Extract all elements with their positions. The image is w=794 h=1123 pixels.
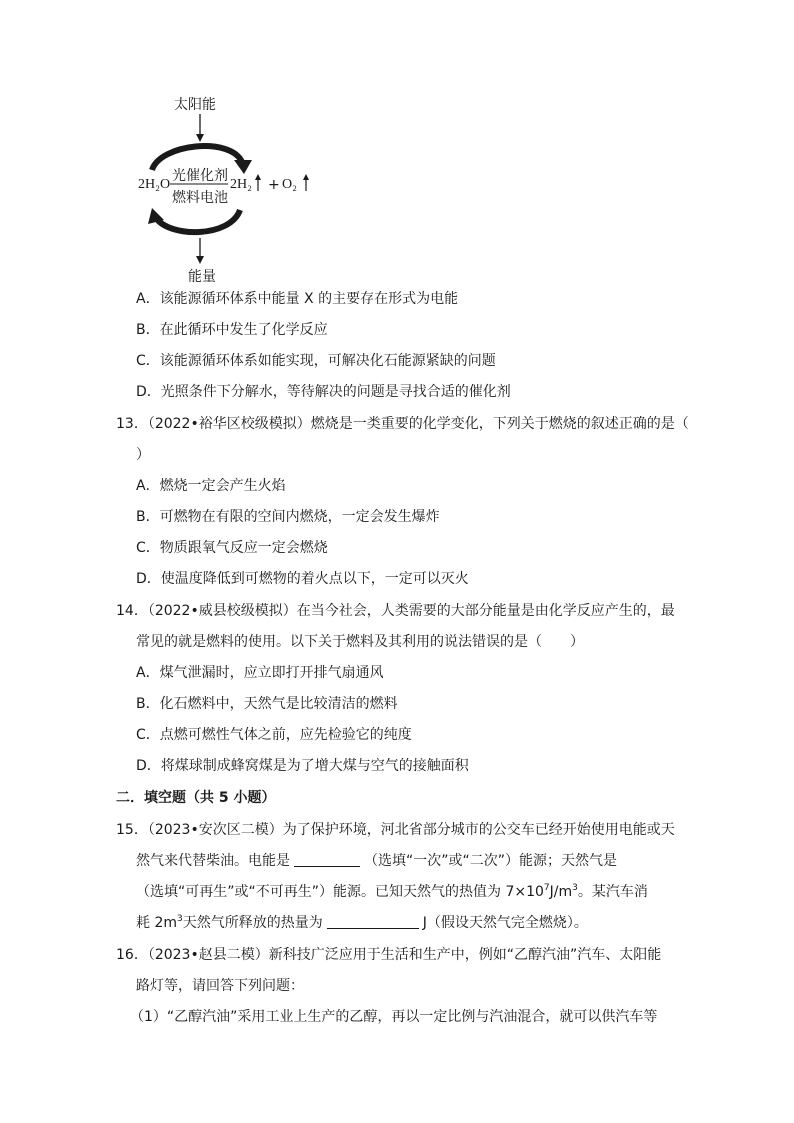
q16-stem-line2: 路灯等，请回答下列问题： (136, 978, 304, 994)
energy-cycle-diagram (130, 88, 330, 288)
q12-option-b: B．在此循环中发生了化学反应 (136, 322, 328, 338)
energy-label: 能量 (188, 269, 216, 285)
water-formula: 2H₂O (138, 177, 171, 192)
q14-stem-line1: 14．（2022•威县校级模拟）在当今社会，人类需要的大部分能量是由化学反应产生的，最 (116, 603, 675, 619)
q15-stem-line3: （选填“可再生”或“不可再生”）能源。已知天然气的热值为 $7\times 10^7J/m^3$。某汽车消 (136, 883, 648, 900)
oxygen-formula: O₂ (282, 177, 297, 192)
q12-option-d: D．光照条件下分解水，等待解决的问题是寻找合适的催化剂 (136, 384, 511, 400)
blank-1[interactable] (294, 852, 360, 867)
q14-option-d: D．将煤球制成蜂窝煤是为了增大煤与空气的接触面积 (136, 758, 469, 774)
solar-energy-label: 太阳能 (174, 97, 216, 113)
q15-stem-line2: 然气来代替柴油。电能是 （选填“一次”或“二次”）能源；天然气是 (136, 853, 618, 869)
q14-option-b: B．化石燃料中，天然气是比较清洁的燃料 (136, 696, 398, 712)
q15-stem-line4: 耗 $2m^3$天然气所释放的热量为 J（假设天然气完全燃烧）。 (136, 914, 588, 931)
q12-option-a: A．该能源循环体系中能量 X 的主要存在形式为电能 (136, 291, 459, 307)
q16-stem-line1: 16．（2023•赵县二模）新科技广泛应用于生活和生产中，例如“乙醇汽油”汽车、太阳能 (116, 947, 662, 963)
hydrogen-formula: 2H₂ (230, 177, 252, 192)
q13-option-d: D．使温度降低到可燃物的着火点以下，一定可以灭火 (136, 571, 469, 587)
q16-sub1-line1: （1）“乙醇汽油”采用工业上生产的乙醇，再以一定比例与汽油混合，就可以供汽车等 (130, 1009, 658, 1025)
q14-option-a: A．煤气泄漏时，应立即打开排气扇通风 (136, 665, 384, 681)
blank-2[interactable] (327, 914, 419, 929)
photocatalyst-label: 光催化剂 (172, 168, 228, 184)
q13-option-c: C．物质跟氧气反应一定会燃烧 (136, 540, 328, 556)
q12-option-c: C．该能源循环体系如能实现，可解决化石能源紧缺的问题 (136, 353, 496, 369)
q13-stem-line1: 13．（2022•裕华区校级模拟）燃烧是一类重要的化学变化，下列关于燃烧的叙述正确的是（ (116, 416, 689, 432)
q15-stem-line1: 15．（2023•安次区二模）为了保护环境，河北省部分城市的公交车已经开始使用电能或天 (116, 822, 675, 838)
q14-option-c: C．点燃可燃性气体之前，应先检验它的纯度 (136, 727, 412, 743)
section-heading: 二．填空题（共 5 小题） (116, 790, 276, 806)
plus-sign: + (268, 177, 280, 193)
q14-stem-line2: 常见的就是燃料的使用。以下关于燃料及其利用的说法错误的是（ ） (136, 634, 584, 650)
q13-option-b: B．可燃物在有限的空间内燃烧，一定会发生爆炸 (136, 509, 440, 525)
fuel-cell-label: 燃料电池 (172, 190, 228, 206)
q13-stem-line2: ） (136, 447, 150, 463)
q13-option-a: A．燃烧一定会产生火焰 (136, 478, 286, 494)
